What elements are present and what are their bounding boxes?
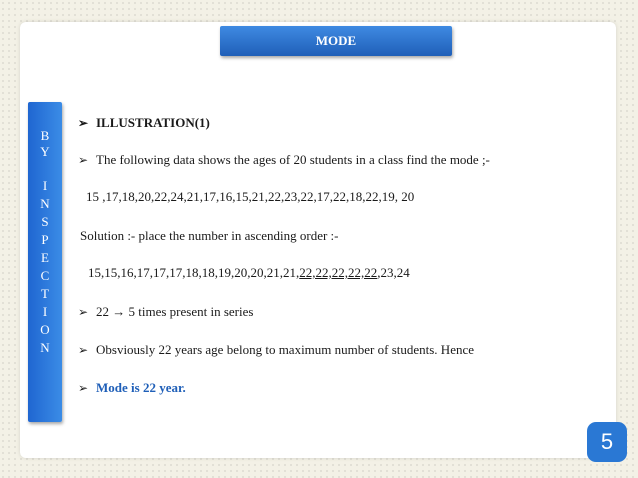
obviously-line	[78, 342, 474, 358]
page-number: 5	[600, 429, 614, 454]
solution-line	[80, 228, 338, 244]
bullet-arrow-icon: ➢	[78, 305, 89, 319]
side-letter: S	[41, 214, 49, 229]
times-line	[78, 304, 253, 320]
sorted-text-start: 15,15,16,17,17,17,18,18,19,20,20,21,21,	[88, 265, 300, 280]
side-letter: B	[40, 128, 50, 143]
side-letter: I	[42, 304, 48, 319]
sorted-text-underlined: 22,22,22,22,22	[299, 265, 378, 280]
slide-title: MODE	[315, 33, 357, 48]
side-letter: C	[40, 268, 50, 283]
sorted-text-end: ,23,24	[377, 265, 410, 280]
title-bar	[220, 26, 452, 56]
side-letter: Y	[40, 144, 50, 159]
obviously-text: Obsviously 22 years age belong to maximum number of students. Hence	[96, 342, 475, 357]
side-letter: N	[40, 340, 50, 355]
intro-text: The following data shows the ages of 20 students in a class find the mode ;-	[96, 152, 490, 167]
side-letter: P	[41, 232, 49, 247]
side-letter: T	[41, 286, 49, 301]
bullet-arrow-icon: ➢	[78, 116, 89, 130]
side-letter: O	[40, 322, 50, 337]
data-text: 15 ,17,18,20,22,24,21,17,16,15,21,22,23,22,17,22,18,22,19, 20	[86, 189, 415, 204]
side-letter: E	[41, 250, 49, 265]
intro-line	[78, 152, 490, 168]
side-bar-vertical-label	[28, 102, 62, 422]
side-letter: N	[40, 196, 50, 211]
solution-text: Solution :- place the number in ascending order :-	[80, 228, 339, 243]
times-text: 22 → 5 times present in series	[96, 304, 254, 319]
sorted-line	[88, 265, 410, 281]
conclusion-text: Mode is 22 year.	[96, 380, 186, 395]
data-line	[86, 189, 414, 205]
heading-line	[78, 115, 210, 131]
conclusion-line	[78, 380, 186, 396]
page-number-badge	[587, 422, 627, 462]
heading-text: ILLUSTRATION(1)	[96, 115, 210, 130]
side-letter: I	[42, 178, 48, 193]
bullet-arrow-icon: ➢	[78, 343, 89, 357]
bullet-arrow-icon: ➢	[78, 381, 89, 395]
bullet-arrow-icon: ➢	[78, 153, 89, 167]
